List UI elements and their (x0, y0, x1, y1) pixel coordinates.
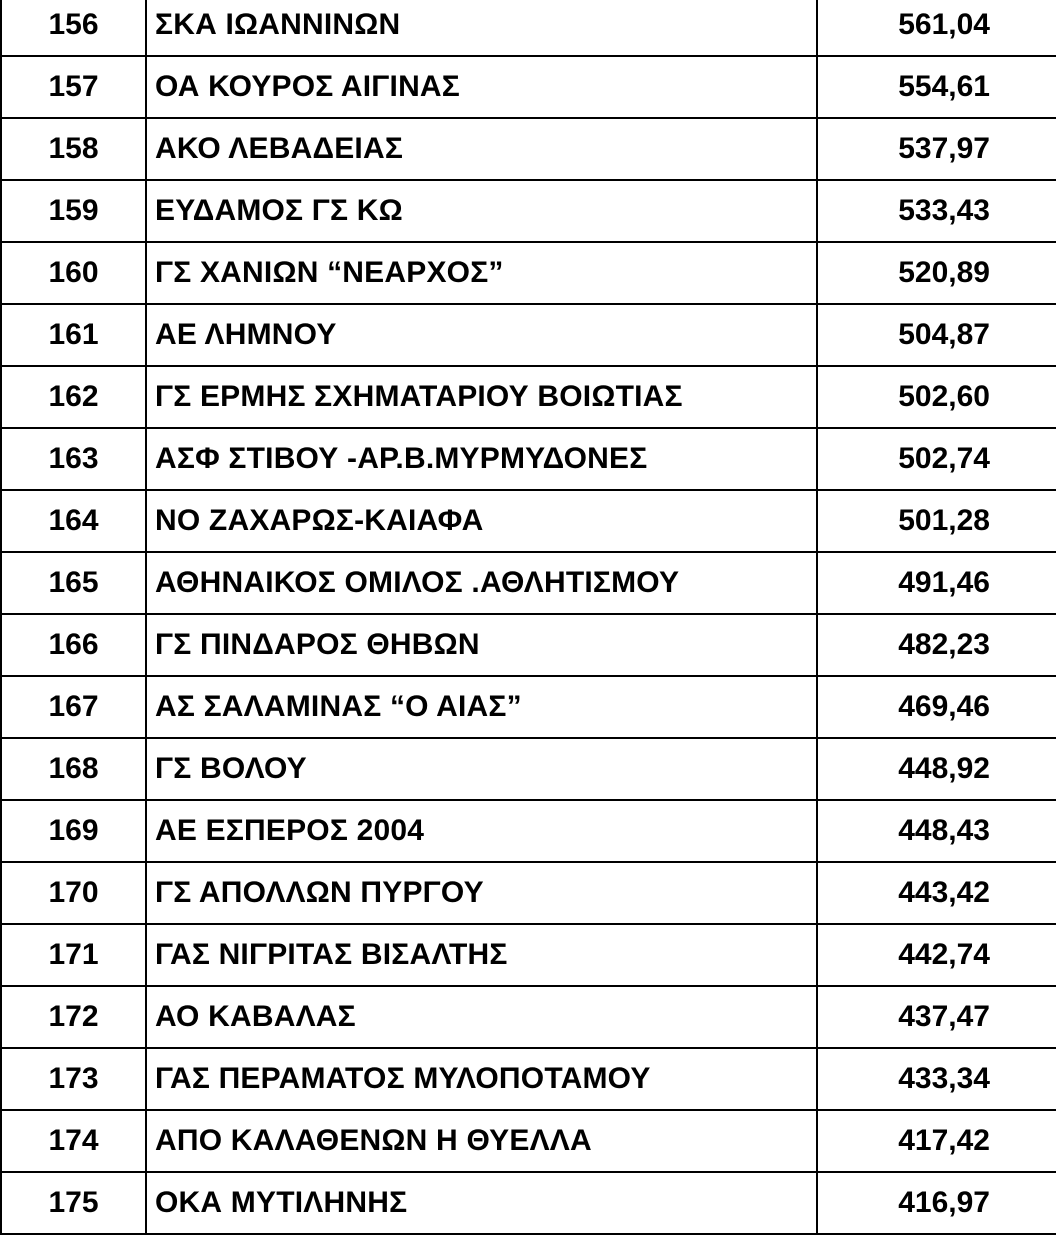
score-cell: 537,97 (817, 118, 1056, 180)
club-name-cell: ΑΣΦ ΣΤΙΒΟΥ -ΑΡ.Β.ΜΥΡΜΥΔΟΝΕΣ (146, 428, 817, 490)
score-cell: 433,34 (817, 1048, 1056, 1110)
rank-cell: 156 (1, 0, 146, 56)
table-row (1, 304, 1056, 366)
club-name-cell: ΟΚΑ ΜΥΤΙΛΗΝΗΣ (146, 1172, 817, 1234)
table-row (1, 986, 1056, 1048)
rank-cell: 157 (1, 56, 146, 118)
table-row (1, 1048, 1056, 1110)
score-cell: 491,46 (817, 552, 1056, 614)
table-row (1, 180, 1056, 242)
table-row (1, 862, 1056, 924)
score-cell: 443,42 (817, 862, 1056, 924)
score-cell: 554,61 (817, 56, 1056, 118)
score-cell: 502,60 (817, 366, 1056, 428)
club-name-cell: ΑΘΗΝΑΙΚΟΣ ΟΜΙΛΟΣ .ΑΘΛΗΤΙΣΜΟΥ (146, 552, 817, 614)
rank-cell: 173 (1, 1048, 146, 1110)
rank-cell: 159 (1, 180, 146, 242)
rank-cell: 164 (1, 490, 146, 552)
score-cell: 448,92 (817, 738, 1056, 800)
club-name-cell: ΣΚΑ ΙΩΑΝΝΙΝΩΝ (146, 0, 817, 56)
rank-cell: 175 (1, 1172, 146, 1234)
club-name-cell: ΓΑΣ ΠΕΡΑΜΑΤΟΣ ΜΥΛΟΠΟΤΑΜΟΥ (146, 1048, 817, 1110)
club-name-cell: ΟΑ ΚΟΥΡΟΣ ΑΙΓΙΝΑΣ (146, 56, 817, 118)
table-row (1, 738, 1056, 800)
score-cell: 437,47 (817, 986, 1056, 1048)
club-name-cell: ΓΣ ΠΙΝΔΑΡΟΣ ΘΗΒΩΝ (146, 614, 817, 676)
rank-cell: 169 (1, 800, 146, 862)
table-row (1, 676, 1056, 738)
score-cell: 561,04 (817, 0, 1056, 56)
table-row (1, 924, 1056, 986)
rank-cell: 166 (1, 614, 146, 676)
rank-cell: 167 (1, 676, 146, 738)
club-name-cell: ΓΣ ΕΡΜΗΣ ΣΧΗΜΑΤΑΡΙΟΥ ΒΟΙΩΤΙΑΣ (146, 366, 817, 428)
table-row (1, 1172, 1056, 1234)
rank-cell: 174 (1, 1110, 146, 1172)
table-row (1, 552, 1056, 614)
score-cell: 482,23 (817, 614, 1056, 676)
club-name-cell: ΓΣ ΧΑΝΙΩΝ “ΝΕΑΡΧΟΣ” (146, 242, 817, 304)
club-name-cell: ΝΟ ΖΑΧΑΡΩΣ-ΚΑΙΑΦΑ (146, 490, 817, 552)
table-row (1, 56, 1056, 118)
table-row (1, 366, 1056, 428)
club-name-cell: ΑΟ ΚΑΒΑΛΑΣ (146, 986, 817, 1048)
club-name-cell: ΑΣ ΣΑΛΑΜΙΝΑΣ “Ο ΑΙΑΣ” (146, 676, 817, 738)
rank-cell: 163 (1, 428, 146, 490)
score-cell: 501,28 (817, 490, 1056, 552)
rank-cell: 161 (1, 304, 146, 366)
score-cell: 504,87 (817, 304, 1056, 366)
score-cell: 416,97 (817, 1172, 1056, 1234)
score-cell: 442,74 (817, 924, 1056, 986)
club-name-cell: ΑΕ ΛΗΜΝΟΥ (146, 304, 817, 366)
club-name-cell: ΑΚΟ ΛΕΒΑΔΕΙΑΣ (146, 118, 817, 180)
rank-cell: 170 (1, 862, 146, 924)
table-row (1, 0, 1056, 56)
rank-cell: 168 (1, 738, 146, 800)
score-cell: 502,74 (817, 428, 1056, 490)
club-name-cell: ΓΣ ΒΟΛΟΥ (146, 738, 817, 800)
ranking-table-body (1, 0, 1056, 1234)
rank-cell: 171 (1, 924, 146, 986)
score-cell: 469,46 (817, 676, 1056, 738)
table-row (1, 800, 1056, 862)
club-name-cell: ΓΑΣ ΝΙΓΡΙΤΑΣ ΒΙΣΑΛΤΗΣ (146, 924, 817, 986)
table-row (1, 614, 1056, 676)
rank-cell: 172 (1, 986, 146, 1048)
rank-cell: 162 (1, 366, 146, 428)
score-cell: 533,43 (817, 180, 1056, 242)
table-row (1, 428, 1056, 490)
score-cell: 417,42 (817, 1110, 1056, 1172)
rank-cell: 160 (1, 242, 146, 304)
club-name-cell: ΕΥΔΑΜΟΣ ΓΣ ΚΩ (146, 180, 817, 242)
rank-cell: 158 (1, 118, 146, 180)
rank-cell: 165 (1, 552, 146, 614)
score-cell: 520,89 (817, 242, 1056, 304)
club-name-cell: ΓΣ ΑΠΟΛΛΩΝ ΠΥΡΓΟΥ (146, 862, 817, 924)
club-name-cell: ΑΕ ΕΣΠΕΡΟΣ 2004 (146, 800, 817, 862)
club-name-cell: ΑΠΟ ΚΑΛΑΘΕΝΩΝ Η ΘΥΕΛΛΑ (146, 1110, 817, 1172)
table-row (1, 118, 1056, 180)
table-row (1, 490, 1056, 552)
score-cell: 448,43 (817, 800, 1056, 862)
table-row (1, 242, 1056, 304)
table-row (1, 1110, 1056, 1172)
